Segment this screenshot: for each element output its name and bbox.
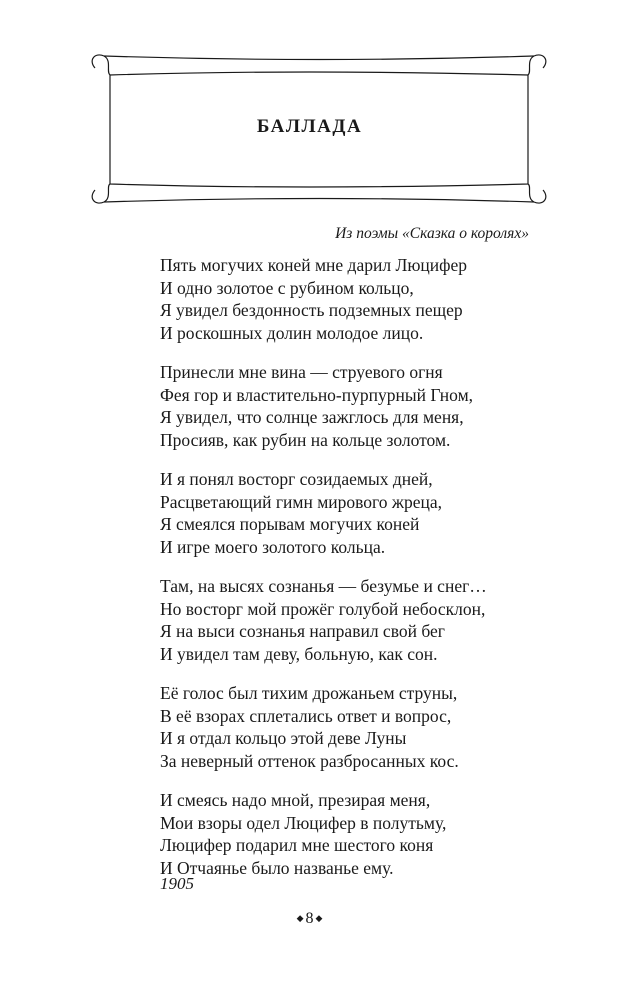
- poem-line: Я увидел, что солнце зажглось для меня,: [160, 407, 464, 427]
- poem-line: И игре моего золотого кольца.: [160, 536, 386, 557]
- poem-line: Просияв, как рубин на кольце золотом.: [160, 429, 451, 450]
- poem-line: И увидел там деву, больную, как сон.: [160, 643, 438, 664]
- poem-line: И Отчаянье было названье ему.: [160, 857, 394, 878]
- poem-line: И одно золотое с рубином кольцо,: [160, 277, 414, 298]
- poem-line: Но восторг мой прожёг голубой небосклон,: [160, 598, 486, 619]
- poem-line: И роскошных долин молодое лицо.: [160, 322, 424, 343]
- stanza: [160, 575, 590, 665]
- diamond-ornament-icon: ◆: [315, 913, 323, 923]
- poem-line: Я смеялся порывам могучих коней: [160, 514, 420, 534]
- title-frame: [0, 0, 619, 230]
- poem-line: Я на выси сознанья направил свой бег: [160, 621, 445, 641]
- poem-line: И я отдал кольцо этой деве Луны: [160, 728, 407, 748]
- poem-line: Пять могучих коней мне дарил Люцифер: [160, 255, 467, 275]
- page-number-value: 8: [305, 910, 314, 927]
- poem-year: 1905: [160, 874, 194, 893]
- poem-line: Я увидел бездонность подземных пещер: [160, 300, 463, 320]
- poem-line: Принесли мне вина — струевого огня: [160, 362, 443, 382]
- page-title: БАЛЛАДА: [256, 116, 363, 137]
- stanza: [160, 254, 590, 344]
- poem-line: Люцифер подарил мне шестого коня: [160, 835, 434, 855]
- stanza: [160, 682, 590, 772]
- poem-body: [160, 254, 590, 896]
- stanza: [160, 468, 590, 558]
- poem-line: Расцветающий гимн мирового жреца,: [160, 491, 443, 512]
- poem-line: Фея гор и властительно-пурпурный Гном,: [160, 384, 474, 405]
- poem-line: Мои взоры одел Люцифер в полутьму,: [160, 812, 447, 833]
- poem-line: В её взорах сплетались ответ и вопрос,: [160, 705, 452, 726]
- poem-line: Там, на высях сознанья — безумье и снег…: [160, 576, 487, 596]
- stanza: [160, 361, 590, 451]
- poem-line: Её голос был тихим дрожаньем струны,: [160, 683, 458, 703]
- stanza: [160, 789, 590, 879]
- poem-line: И смеясь надо мной, презирая меня,: [160, 790, 431, 810]
- poem-line: За неверный оттенок разбросанных кос.: [160, 750, 459, 771]
- poem-line: И я понял восторг созидаемых дней,: [160, 469, 433, 489]
- diamond-ornament-icon: ◆: [296, 913, 304, 923]
- page-number: [0, 910, 619, 928]
- poem-subtitle: Из поэмы «Сказка о королях»: [335, 225, 529, 242]
